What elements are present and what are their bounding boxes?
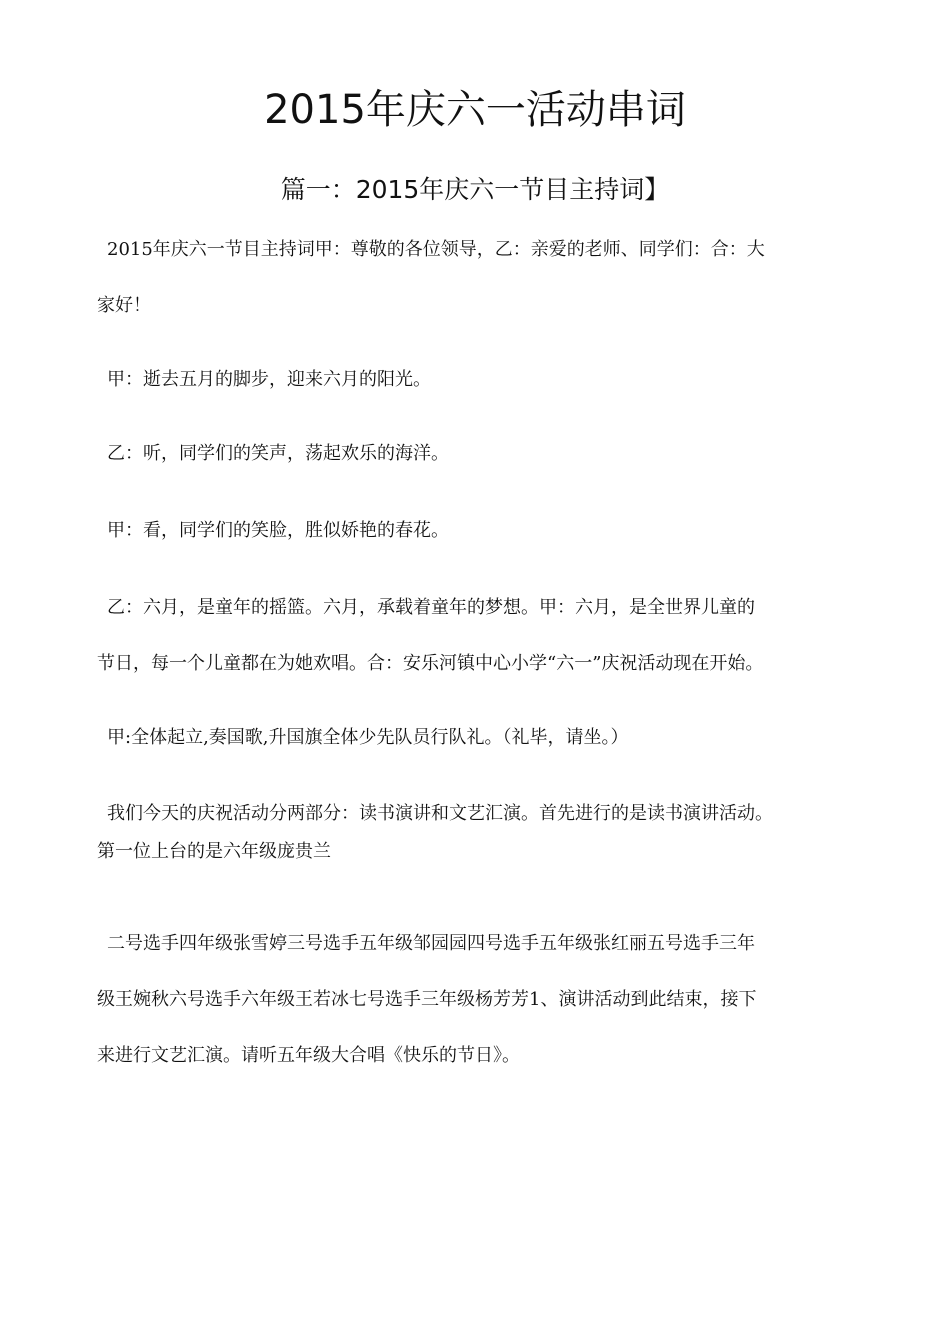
paragraph-jia-1: [97, 352, 865, 408]
paragraph-line: 节日，每一个儿童都在为她欢唱。合：安乐河镇中心小学“六一”庆祝活动现在开始。: [97, 653, 764, 674]
paragraph-line: 二号选手四年级张雪婷三号选手五年级邹园园四号选手五年级张红丽五号选手三年: [107, 933, 755, 954]
paragraph-line: 乙：六月，是童年的摇篮。六月，承载着童年的梦想。甲：六月，是全世界儿童的: [107, 597, 755, 618]
paragraph-line: 来进行文艺汇演。请听五年级大合唱《快乐的节日》。: [97, 1045, 520, 1066]
section-title: 篇一：2015年庆六一节目主持词】: [280, 175, 670, 204]
paragraph-anthem: [97, 710, 865, 766]
paragraph-line: 甲：逝去五月的脚步，迎来六月的阳光。: [107, 369, 431, 390]
paragraph-yi-2: [97, 580, 865, 692]
paragraph-line: 家好！: [97, 295, 151, 316]
paragraph-line: 我们今天的庆祝活动分两部分：读书演讲和文艺汇演。首先进行的是读书演讲活动。: [107, 803, 773, 824]
paragraph-program-intro: [97, 786, 865, 880]
paragraph-line: 甲：看，同学们的笑脸，胜似娇艳的春花。: [107, 520, 449, 541]
paragraph-opening: [97, 222, 865, 334]
paragraph-jia-2: [97, 503, 865, 559]
document-title: 2015年庆六一活动串词: [264, 87, 686, 133]
paragraph-line: 乙：听，同学们的笑声，荡起欢乐的海洋。: [107, 443, 449, 464]
paragraph-line: 级王婉秋六号选手六年级王若冰七号选手三年级杨芳芳1、演讲活动到此结束，接下: [97, 989, 757, 1010]
paragraph-line: 甲:全体起立,奏国歌,升国旗全体少先队员行队礼。（礼毕，请坐。）: [107, 727, 629, 748]
paragraph-line: 2015年庆六一节目主持词甲：尊敬的各位领导，乙：亲爱的老师、同学们：合：大: [107, 239, 765, 260]
paragraph-contestants: [97, 916, 865, 1084]
paragraph-line: 第一位上台的是六年级庞贵兰: [97, 841, 331, 862]
paragraph-yi-1: [97, 426, 865, 482]
